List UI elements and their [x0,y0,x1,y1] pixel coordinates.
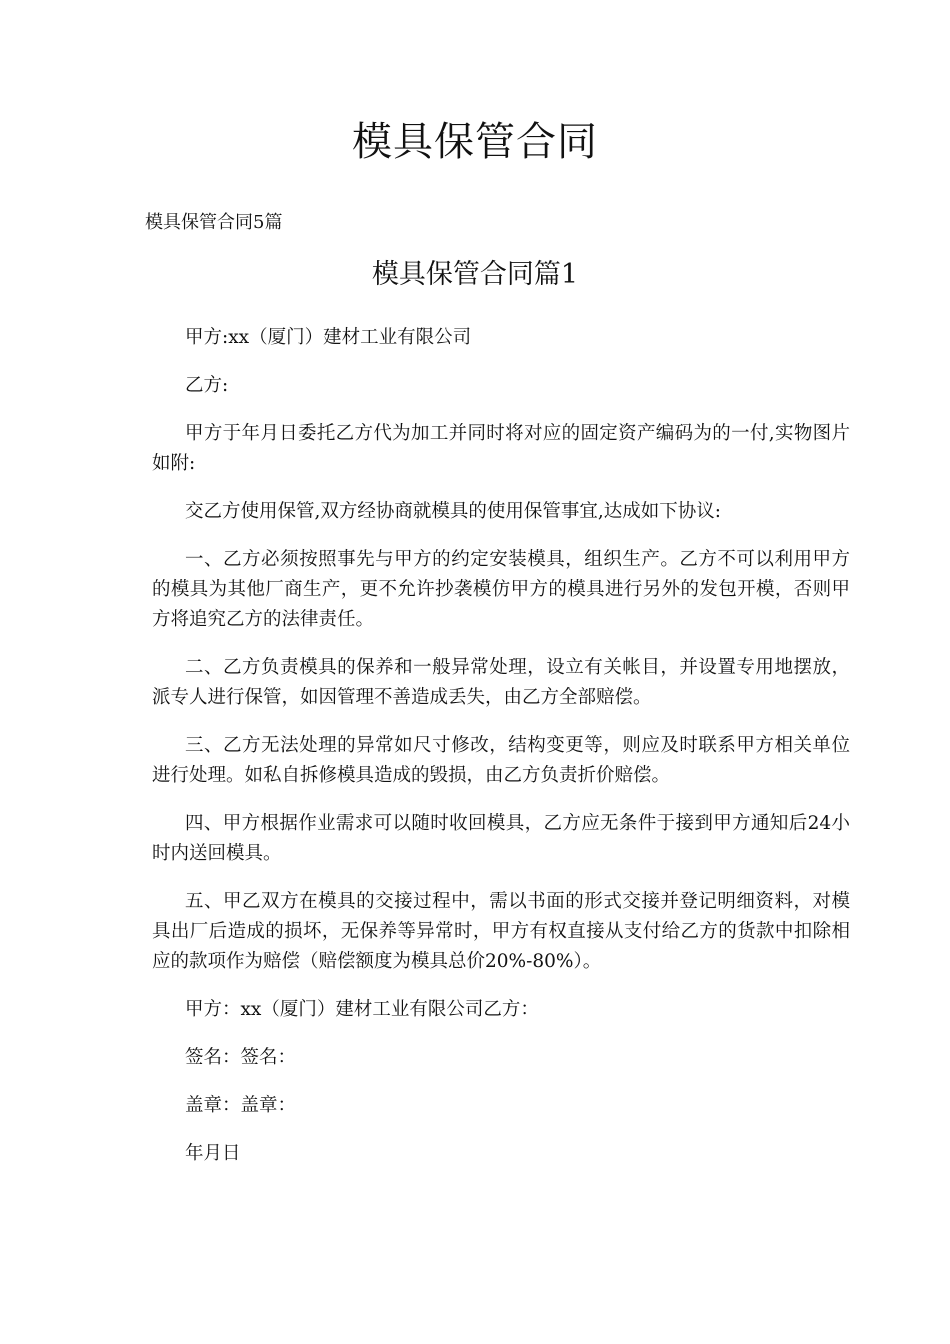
clause-2: 二、乙方负责模具的保养和一般异常处理，设立有关帐目，并设置专用地摆放，派专人进行保管，如因管理不善造成丢失，由乙方全部赔偿。 [152,657,850,708]
section-title: 模具保管合同篇1 [371,259,579,290]
document-subtitle: 模具保管合同5篇 [145,212,283,233]
signature-parties-line: 甲方：xx（厦门）建材工业有限公司乙方： [185,999,539,1020]
clause-4: 四、甲方根据作业需求可以随时收回模具，乙方应无条件于接到甲方通知后24小时内送回模具。 [152,813,850,864]
party-a-line: 甲方:xx（厦门）建材工业有限公司 [185,327,472,348]
commission-paragraph: 甲方于年月日委托乙方代为加工并同时将对应的固定资产编码为的一付,实物图片如附: [152,423,850,474]
signature-line: 签名：签名： [185,1047,297,1068]
party-b-line: 乙方: [185,375,229,396]
contract-body [152,323,850,1187]
seal-line: 盖章：盖章： [185,1095,297,1116]
clause-1: 一、乙方必须按照事先与甲方的约定安装模具，组织生产。乙方不可以利用甲方的模具为其他厂商生产，更不允许抄袭模仿甲方的模具进行另外的发包开模，否则甲方将追究乙方的法律责任。 [152,549,850,630]
clause-3: 三、乙方无法处理的异常如尺寸修改，结构变更等，则应及时联系甲方相关单位进行处理。如私自拆修模具造成的毁损，由乙方负责折价赔偿。 [152,735,850,786]
agreement-intro-paragraph: 交乙方使用保管,双方经协商就模具的使用保管事宜,达成如下协议: [185,501,721,522]
clause-5: 五、甲乙双方在模具的交接过程中，需以书面的形式交接并登记明细资料，对模具出厂后造成的损坏，无保养等异常时，甲方有权直接从支付给乙方的货款中扣除相应的款项作为赔偿（赔偿额度为模具总价20%-80%）。 [152,891,850,972]
date-line: 年月日 [185,1143,241,1164]
document-title: 模具保管合同 [352,119,598,165]
